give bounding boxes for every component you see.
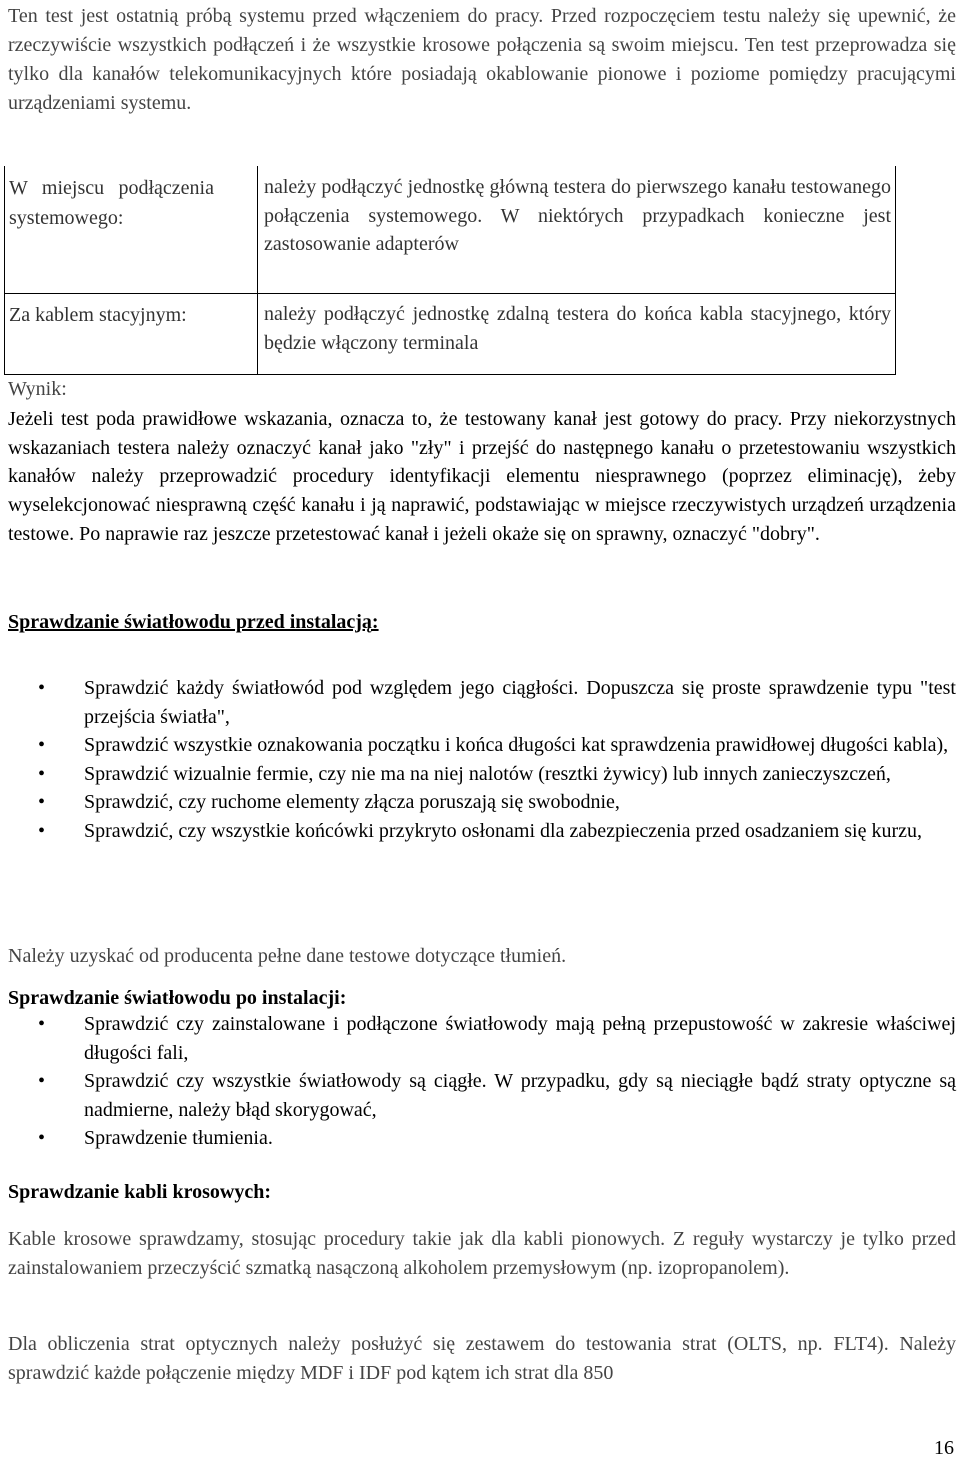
bullet-icon: • — [38, 1127, 46, 1150]
manufacturer-data-note: Należy uzyskać od producenta pełne dane testowe dotyczące tłumień. — [8, 945, 567, 967]
result-paragraph: Jeżeli test poda prawidłowe wskazania, oznacza to, że testowany kanał jest gotowy do pracy. Przy niekorzystnych wskazaniach testera należy oznaczyć kanał jako "zły" i przejść do następnego kanału o przetestowaniu wszystkich kanałów należy przeprowadzić procedury identyfikacji elementu niesprawnego (poprzez eliminację), żeby wyselekcjonować niesprawną część kanału i ją naprawić, podstawiając w miejsce rzeczywistych urządzeń urządzenia testowe. Po naprawie raz jeszcze przetestować kanał i jeżeli okaże się on sprawny, oznaczyć "dobry". — [8, 408, 956, 545]
page-number: 16 — [934, 1437, 954, 1459]
bullet-icon: • — [38, 1013, 46, 1035]
patch-cables-paragraph-block — [8, 1225, 956, 1282]
optical-loss-paragraph: Dla obliczenia strat optycznych należy posłużyć się zestawem do testowania strat (OLTS, np. FLT4). Należy sprawdzić każde połączenie między MDF i IDF pod kątem ich strat dla 850 — [8, 1333, 956, 1384]
list-item: • Sprawdzić czy zainstalowane i podłączone światłowody mają pełną przepustowość w zakresie właściwej długości fali, — [8, 1010, 956, 1067]
table-cell-label — [5, 294, 258, 375]
section-heading-after-installation: Sprawdzanie światłowodu po instalacji: — [8, 987, 347, 1009]
bullet-icon: • — [38, 819, 46, 842]
section-heading-before-installation: Sprawdzanie światłowodu przed instalacją: — [8, 611, 379, 633]
table-row — [5, 294, 896, 375]
table-cell-label — [5, 166, 258, 294]
section-heading-patch-cables: Sprawdzanie kabli krosowych: — [8, 1181, 272, 1203]
bullet-icon: • — [38, 677, 46, 699]
intro-paragraph-block — [8, 2, 956, 118]
bullet-icon: • — [38, 791, 46, 814]
intro-paragraph: Ten test jest ostatnią próbą systemu przed włączeniem do pracy. Przed rozpoczęciem testu należy się upewnić, że rzeczywiście wszystkich podłączeń i że wszystkie krosowe połączenia są swoim miejscu. Ten test przeprowadza się tylko dla kanałów telekomunikacyjnych które posiadają okablowanie pionowe i poziome pomiędzy pracującymi urządzeniami systemu. — [8, 5, 956, 114]
list-item: • Sprawdzić wizualnie fermie, czy nie ma na niej nalotów (resztki żywicy) lub innych zanieczyszczeń, — [8, 760, 956, 789]
result-section — [8, 374, 956, 549]
connections-table — [4, 166, 896, 375]
bullet-icon: • — [38, 762, 46, 785]
list-item: • Sprawdzenie tłumienia. — [8, 1124, 956, 1153]
table-cell-value: należy podłączyć jednostkę zdalną testera do końca kabla stacyjnego, który będzie włączony terminala — [258, 294, 896, 375]
patch-cables-paragraph: Kable krosowe sprawdzamy, stosując procedury takie jak dla kabli pionowych. Z reguły wystarczy je tylko przed zainstalowaniem przeczyścić szmatką nasączoną alkoholem przemysłowym (np. izopropanolem). — [8, 1228, 956, 1279]
row-label: W miejscu podłączenia systemowego: — [9, 177, 214, 229]
result-label: Wynik: — [8, 378, 67, 400]
bullet-icon: • — [38, 734, 46, 757]
list-item: • Sprawdzić wszystkie oznakowania początku i końca długości kat sprawdzenia prawidłowej długości kabla), — [8, 731, 956, 760]
list-item: • Sprawdzić, czy ruchome elementy złącza poruszają się swobodnie, — [8, 788, 956, 817]
checklist-after-installation — [8, 1010, 956, 1153]
list-item: • Sprawdzić, czy wszystkie końcówki przykryto osłonami dla zabezpieczenia przed osadzaniem się kurzu, — [8, 817, 956, 846]
list-item: • Sprawdzić czy wszystkie światłowody są ciągłe. W przypadku, gdy są nieciągłe bądź straty optyczne są nadmierne, należy błąd skorygować, — [8, 1067, 956, 1124]
optical-loss-paragraph-block — [8, 1330, 956, 1387]
table-cell-value: należy podłączyć jednostkę główną testera do pierwszego kanału testowanego połączenia systemowego. W niektórych przypadkach konieczne jest zastosowanie adapterów — [258, 166, 896, 294]
checklist-before-installation — [8, 674, 956, 846]
bullet-icon: • — [38, 1070, 46, 1093]
row-label: Za kablem stacyjnym: — [9, 304, 187, 326]
table-row — [5, 166, 896, 294]
list-item: • Sprawdzić każdy światłowód pod względem jego ciągłości. Dopuszcza się proste sprawdzenie typu "test przejścia światła", — [8, 674, 956, 731]
